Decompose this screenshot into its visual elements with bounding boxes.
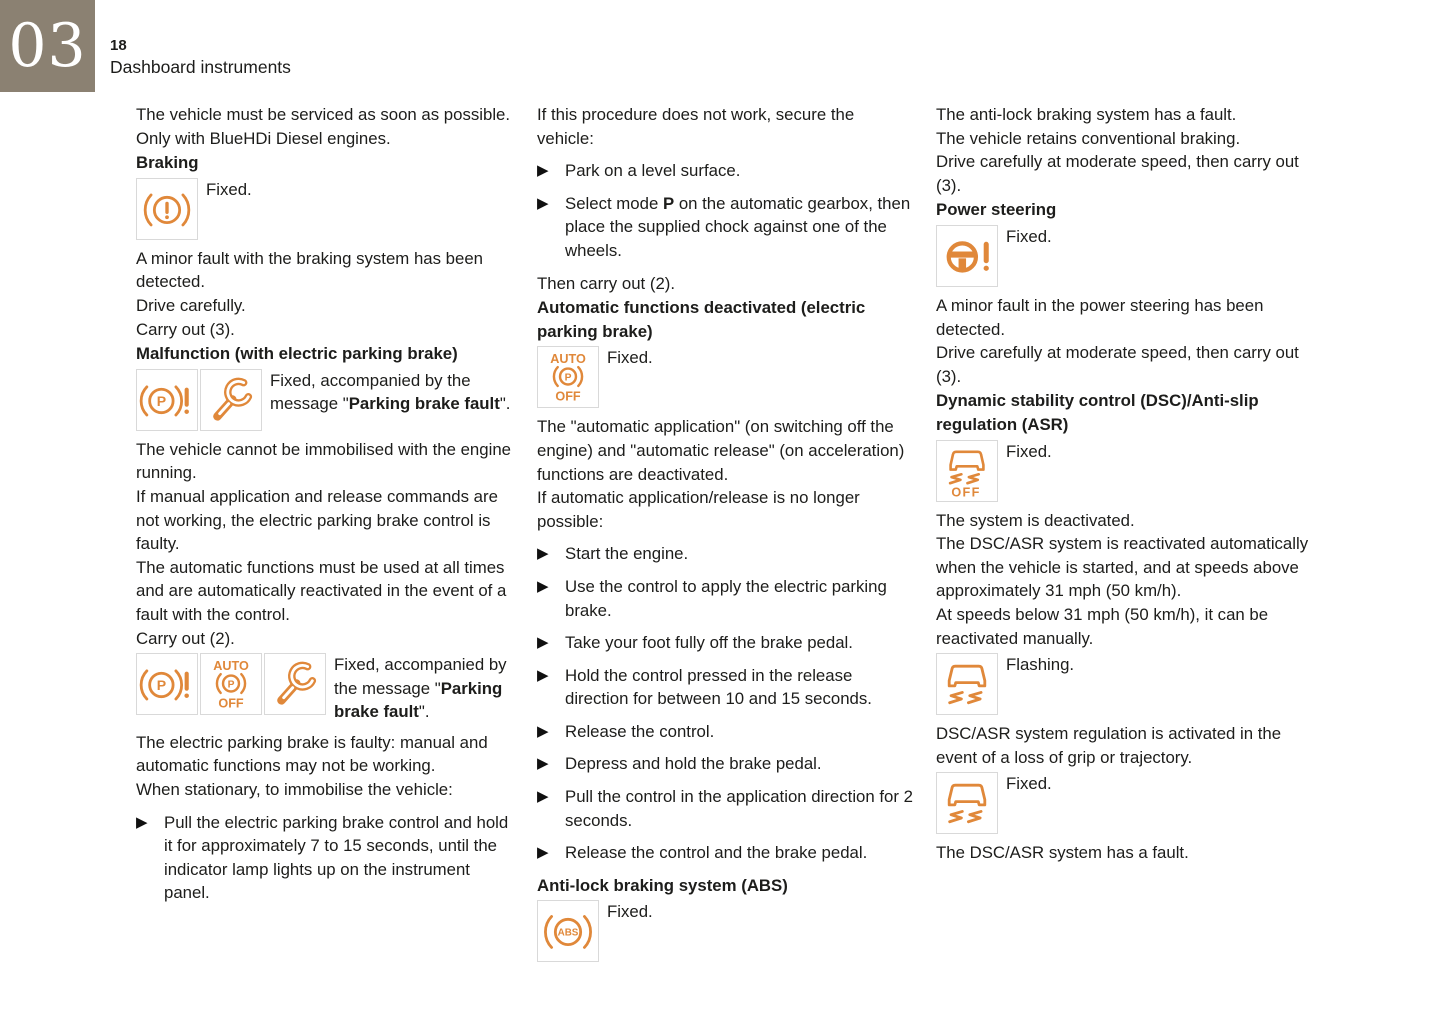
text: The DSC/ASR system has a fault.: [936, 843, 1189, 863]
text: A minor fault in the power steering has been detected.: [936, 295, 1264, 339]
column-middle: [537, 103, 913, 969]
warning-lamp-row: [136, 178, 512, 240]
paragraph: [537, 272, 913, 296]
arrow-bullet-icon: ▶: [537, 721, 549, 740]
paragraph: [936, 532, 1312, 603]
parking-brake-fault-icon: [136, 369, 198, 431]
text: Hold the control pressed in the release direction for between 10 and 15 seconds.: [565, 665, 872, 709]
text: Fixed, accompanied by the message ": [334, 655, 507, 698]
warning-lamp-row: [936, 653, 1312, 715]
text: The vehicle cannot be immobilised with the engine running.: [136, 439, 511, 483]
arrow-bullet-icon: ▶: [537, 193, 549, 212]
instruction-text: [565, 841, 913, 865]
lamp-state-caption: [1006, 225, 1052, 249]
text: Drive carefully.: [136, 295, 246, 315]
text: The vehicle retains conventional braking.: [936, 128, 1241, 148]
arrow-bullet-icon: ▶: [537, 576, 549, 595]
subsection-heading: Braking: [136, 153, 199, 173]
paragraph: [136, 731, 512, 778]
text: Fixed.: [206, 179, 252, 199]
auto-parking-off-icon: [200, 653, 262, 715]
svg-text:AUTO: AUTO: [213, 659, 249, 674]
text: Fixed.: [1006, 441, 1052, 461]
instruction-text: [565, 159, 913, 183]
text: A minor fault with the braking system has been detected.: [136, 248, 483, 292]
section-title: Dashboard instruments: [110, 57, 291, 77]
brake-warning-icon: [136, 178, 198, 240]
arrow-bullet-icon: ▶: [537, 754, 549, 773]
text: Drive carefully at moderate speed, then carry out (3).: [936, 343, 1299, 386]
svg-text:P: P: [564, 372, 572, 384]
warning-lamp-row: [936, 440, 1312, 502]
auto-parking-off-icon: [537, 346, 599, 408]
subsection-heading: Power steering: [936, 200, 1057, 220]
dsc-icon: [936, 772, 998, 834]
text: Depress and hold the brake pedal.: [565, 754, 822, 774]
text: Park on a level surface.: [565, 161, 741, 181]
text: The system is deactivated.: [936, 510, 1135, 530]
instruction-item: [537, 664, 913, 711]
instruction-item: [136, 811, 512, 905]
text: The anti-lock braking system has a fault.: [936, 105, 1237, 124]
text: Release the control.: [565, 721, 715, 741]
bold-text: Parking brake fault: [334, 678, 503, 722]
instruction-item: [537, 542, 913, 566]
text: The "automatic application" (on switching off the engine) and "automatic release" (on acceleration) functions are deactivated.: [537, 417, 905, 484]
dsc-icon: [936, 653, 998, 715]
svg-text:P: P: [227, 679, 235, 691]
instruction-item: [537, 785, 913, 832]
text: Pull the electric parking brake control and hold it for approximately 7 to 15 seconds, until the indicator lamp lights up on the instrument panel.: [164, 812, 509, 903]
text: If automatic application/release is no longer possible:: [537, 488, 860, 531]
paragraph: [537, 415, 913, 486]
paragraph: [936, 341, 1312, 388]
text: Fixed.: [1006, 774, 1052, 794]
text: Carry out (3).: [136, 319, 235, 339]
text: The automatic functions must be used at all times and are automatically reactivated in the event of a fault with the control.: [136, 557, 507, 624]
text: Fixed, accompanied by the message ": [270, 370, 471, 414]
arrow-bullet-icon: ▶: [136, 812, 148, 831]
warning-lamp-row: [936, 225, 1312, 287]
text: Use the control to apply the electric parking brake.: [565, 576, 887, 620]
arrow-bullet-icon: ▶: [537, 665, 549, 684]
paragraph: [136, 438, 512, 485]
paragraph: [936, 841, 1312, 865]
paragraph: [936, 294, 1312, 341]
arrow-bullet-icon: ▶: [537, 161, 549, 180]
lamp-state-caption: [334, 653, 512, 724]
chapter-tab: [0, 0, 95, 92]
page-number: 18: [110, 37, 127, 54]
text: Take your foot fully off the brake pedal.: [565, 633, 853, 653]
paragraph: [136, 294, 512, 318]
warning-lamp-row: [537, 900, 913, 962]
bold-text: P: [662, 193, 675, 213]
text: ".: [418, 702, 430, 722]
paragraph: [136, 627, 512, 651]
svg-text:P: P: [156, 677, 167, 694]
instruction-item: [537, 841, 913, 865]
instruction-text: [565, 542, 913, 566]
arrow-bullet-icon: ▶: [537, 633, 549, 652]
text: Flashing.: [1006, 655, 1075, 675]
svg-text:OFF: OFF: [218, 696, 244, 711]
dsc-off-icon: [936, 440, 998, 502]
arrow-bullet-icon: ▶: [537, 787, 549, 806]
paragraph: [136, 485, 512, 556]
text: Release the control and the brake pedal.: [565, 843, 868, 863]
warning-lamp-row: [936, 772, 1312, 834]
text: Fixed.: [607, 348, 653, 368]
paragraph: [936, 722, 1312, 769]
lamp-state-caption: [607, 900, 653, 924]
text: At speeds below 31 mph (50 km/h), it can be reactivated manually.: [936, 604, 1269, 648]
instruction-item: [537, 159, 913, 183]
text: If manual application and release commands are not working, the electric parking brake control is faulty.: [136, 486, 498, 554]
text: Select mode: [565, 193, 663, 213]
svg-text:ABS: ABS: [557, 928, 579, 940]
instruction-item: [537, 720, 913, 744]
paragraph: [136, 318, 512, 342]
lamp-state-caption: [1006, 440, 1052, 464]
subsection-heading: Anti-lock braking system (ABS): [537, 875, 788, 895]
svg-text:AUTO: AUTO: [550, 352, 586, 367]
column-left: [136, 103, 512, 914]
warning-lamp-row: [537, 346, 913, 408]
lamp-state-caption: [1006, 772, 1052, 796]
paragraph: [936, 603, 1312, 650]
paragraph: [136, 556, 512, 627]
paragraph: [936, 103, 1312, 127]
subsection-heading: Malfunction (with electric parking brake): [136, 344, 458, 364]
paragraph: [136, 778, 512, 802]
lamp-state-caption: [206, 178, 252, 202]
warning-lamp-row: [136, 653, 512, 724]
text: Carry out (2).: [136, 628, 235, 648]
paragraph: [936, 150, 1312, 197]
power-steering-icon: [936, 225, 998, 287]
wrench-icon: [200, 369, 262, 431]
paragraph: [537, 103, 913, 150]
text: The DSC/ASR system is reactivated automatically when the vehicle is started, and at speeds above approximately 31 mph (50 km/h).: [936, 534, 1309, 601]
text: If this procedure does not work, secure the vehicle:: [537, 105, 855, 148]
arrow-bullet-icon: ▶: [537, 544, 549, 563]
paragraph: [936, 509, 1312, 533]
text: Only with BlueHDi Diesel engines.: [136, 128, 391, 148]
text: The electric parking brake is faulty: manual and automatic functions may not be working.: [136, 732, 488, 776]
paragraph: [537, 486, 913, 533]
svg-text:OFF: OFF: [555, 389, 581, 404]
abs-icon: [537, 900, 599, 962]
text: Then carry out (2).: [537, 273, 676, 293]
text: ".: [499, 394, 511, 414]
instruction-text: [565, 664, 913, 711]
instruction-text: [164, 811, 512, 905]
paragraph: [136, 103, 512, 127]
svg-text:P: P: [156, 392, 167, 409]
lamp-state-caption: [1006, 653, 1074, 677]
instruction-item: [537, 575, 913, 622]
instruction-item: [537, 631, 913, 655]
instruction-text: [565, 575, 913, 622]
subsection-heading: Dynamic stability control (DSC)/Anti-slip regulation (ASR): [936, 391, 1259, 434]
instruction-text: [565, 720, 913, 744]
paragraph: [136, 127, 512, 151]
instruction-text: [565, 631, 913, 655]
lamp-state-caption: [270, 369, 512, 416]
subsection-heading: Automatic functions deactivated (electric parking brake): [537, 298, 866, 341]
text: Fixed.: [607, 902, 653, 922]
instruction-text: [565, 192, 913, 263]
text: on the automatic gearbox, then place the supplied chock against one of the wheels.: [565, 193, 911, 260]
wrench-icon: [264, 653, 326, 715]
text: Start the engine.: [565, 544, 689, 564]
instruction-text: [565, 752, 913, 776]
paragraph: [936, 127, 1312, 151]
lamp-state-caption: [607, 346, 653, 370]
svg-text:OFF: OFF: [951, 484, 981, 499]
text: The vehicle must be serviced as soon as possible.: [136, 105, 511, 124]
text: Drive carefully at moderate speed, then carry out (3).: [936, 152, 1299, 195]
instruction-item: [537, 192, 913, 263]
arrow-bullet-icon: ▶: [537, 843, 549, 862]
instruction-item: [537, 752, 913, 776]
text: When stationary, to immobilise the vehicle:: [136, 780, 453, 800]
warning-lamp-row: [136, 369, 512, 431]
bold-text: Parking brake fault: [348, 394, 500, 414]
instruction-text: [565, 785, 913, 832]
text: DSC/ASR system regulation is activated in the event of a loss of grip or trajectory.: [936, 724, 1282, 767]
text: Pull the control in the application direction for 2 seconds.: [565, 787, 913, 830]
chapter-number: 03: [8, 11, 87, 81]
column-right: [936, 103, 1312, 865]
paragraph: [136, 247, 512, 294]
parking-brake-fault-icon: [136, 653, 198, 715]
text: Fixed.: [1006, 226, 1052, 246]
